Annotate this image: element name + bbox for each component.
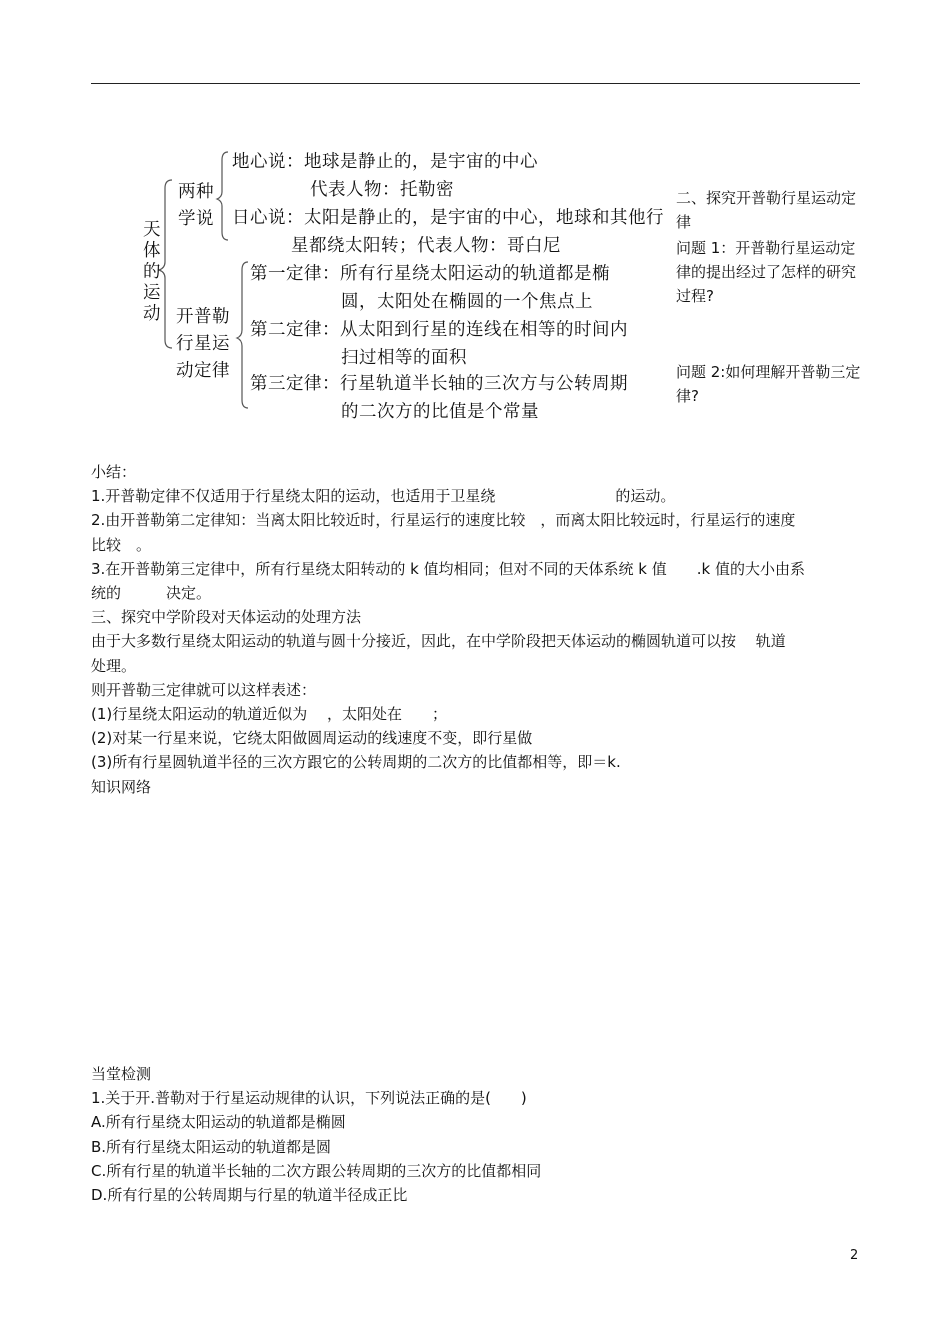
law2-line-1: 第二定律：从太阳到行星的连线在相等的时间内	[250, 320, 628, 340]
summary-title: 小结：	[91, 463, 137, 481]
option-d: D.所有行星的公转周期与行星的轨道半径成正比	[91, 1186, 408, 1205]
kepler-label-3: 动定律	[176, 361, 230, 381]
geocentric-line-2: 代表人物：托勒密	[310, 180, 454, 200]
root-char: 动	[143, 304, 161, 324]
summary-item-3-line-2: 统的 决定。	[91, 584, 212, 603]
test-question-1: 1.关于开.普勒对于行星运动规律的认识，下列说法正确的是( )	[91, 1089, 527, 1108]
theories-label-2: 学说	[178, 209, 214, 229]
root-char: 的	[143, 262, 161, 282]
statement-3: (3)所有行星圆轨道半径的三次方跟它的公转周期的二次方的比值都相等，即＝k.	[91, 753, 621, 772]
summary-item-2-line-1: 2.由开普勒第二定律知：当离太阳比较近时，行星运行的速度比较 ，而离太阳比较远时，行星运行的速度	[91, 511, 796, 530]
side-heading: 二、探究开普勒行星运动定律	[676, 189, 857, 231]
laws-brace	[237, 262, 248, 408]
heliocentric-line-1: 日心说：太阳是静止的，是宇宙的中心，地球和其他行	[232, 208, 664, 228]
side-question-1: 问题 1：开普勒行星运动定律的提出经过了怎样的研究过程?	[676, 239, 857, 305]
theories-label-1: 两种	[178, 182, 214, 202]
test-section	[91, 1062, 861, 1207]
page-number: 2	[850, 1248, 859, 1263]
geocentric-line-1: 地心说：地球是静止的，是宇宙的中心	[232, 152, 538, 172]
option-c: C.所有行星的轨道半长轴的二次方跟公转周期的三次方的比值都相同	[91, 1161, 542, 1180]
law3-line-1: 第三定律：行星轨道半长轴的三次方与公转周期	[250, 374, 628, 394]
option-b: B.所有行星绕太阳运动的轨道都是圆	[91, 1137, 332, 1156]
summary-item-1: 1.开普勒定律不仅适用于行星绕太阳的运动，也适用于卫星绕 的运动。	[91, 487, 676, 506]
root-label	[143, 220, 161, 325]
main-text	[91, 460, 861, 799]
summary-item-2-line-2: 比较 。	[91, 535, 152, 554]
option-a: A.所有行星绕太阳运动的轨道都是椭圆	[91, 1113, 346, 1132]
law1-line-1: 第一定律：所有行星绕太阳运动的轨道都是椭	[250, 264, 610, 284]
law3-line-2: 的二次方的比值是个常量	[341, 402, 539, 422]
section-3-title: 三、探究中学阶段对天体运动的处理方法	[91, 608, 362, 627]
statement-1: (1)行星绕太阳运动的轨道近似为 ，太阳处在 ；	[91, 705, 448, 724]
section-3-paragraph-line-2: 处理。	[91, 656, 137, 675]
summary-item-3-line-1: 3.在开普勒第三定律中，所有行星绕太阳转动的 k 值均相同；但对不同的天体系统 k 值 .k 值的大小由系	[91, 559, 805, 578]
knowledge-network-title: 知识网络	[91, 777, 152, 796]
kepler-label-2: 行星运	[176, 334, 230, 354]
law2-line-2: 扫过相等的面积	[341, 348, 467, 368]
test-title: 当堂检测	[91, 1065, 152, 1083]
side-question-2: 问题 2:如何理解开普勒三定律?	[676, 363, 861, 405]
section-3-intro: 则开普勒三定律就可以这样表述：	[91, 680, 317, 699]
theories-brace	[217, 152, 228, 240]
root-char: 运	[143, 283, 161, 303]
law1-line-2: 圆，太阳处在椭圆的一个焦点上	[341, 292, 593, 312]
statement-2: (2)对某一行星来说，它绕太阳做圆周运动的线速度不变，即行星做	[91, 729, 533, 748]
root-char: 体	[143, 241, 161, 261]
kepler-label-1: 开普勒	[176, 307, 230, 327]
heliocentric-line-2: 星都绕太阳转；代表人物：哥白尼	[291, 236, 561, 256]
section-3-paragraph-line-1: 由于大多数行星绕太阳运动的轨道与圆十分接近，因此，在中学阶段把天体运动的椭圆轨道可以按 轨道	[91, 632, 786, 651]
root-char: 天	[143, 220, 161, 240]
